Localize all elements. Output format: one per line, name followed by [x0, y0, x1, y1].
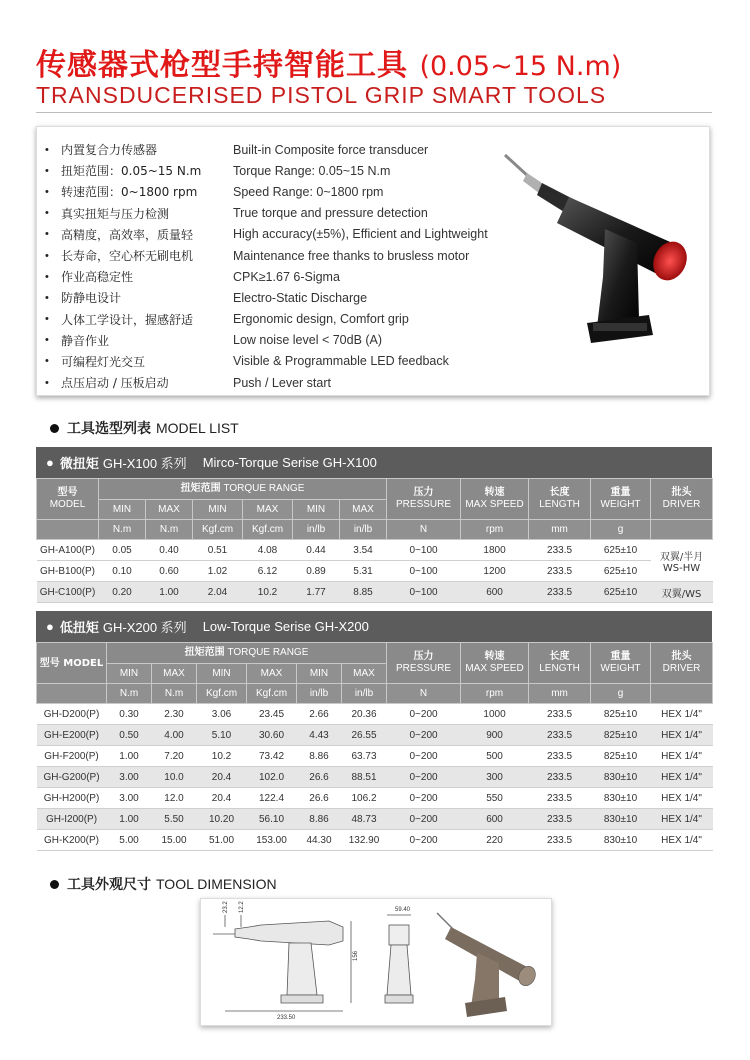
- tool-photo: [487, 137, 707, 387]
- col-weight: 重量 WEIGHT: [591, 643, 651, 684]
- model-list-heading: 工具选型列表 MODEL LIST: [50, 418, 239, 438]
- feature-item: • 点压启动 / 压板启动 Push / Lever start: [45, 375, 331, 391]
- title-range: (0.05~15 N.m): [419, 51, 622, 82]
- table-row: GH-B100(P) 0.10 0.60 1.02 6.12 0.89 5.31 0~100 1200 233.5 625±10: [37, 561, 713, 582]
- table-row: GH-I200(P) 1.00 5.50 10.20 56.10 8.86 48.73 0~200 600 233.5 830±10 HEX 1/4": [37, 809, 713, 830]
- col-driver: 批头 DRIVER: [651, 643, 713, 684]
- feature-item: • 可编程灯光交互 Visible & Programmable LED feedback: [45, 354, 449, 369]
- dim-height: 156: [353, 950, 359, 961]
- col-speed: 转速 MAX SPEED: [461, 479, 529, 520]
- driver-cell: 双翼/半月 WS-HW: [651, 540, 713, 582]
- table-row: GH-G200(P) 3.00 10.0 20.4 102.0 26.6 88.51 0~200 300 233.5 830±10 HEX 1/4": [37, 767, 713, 788]
- front-view-drawing: [385, 915, 413, 1003]
- feature-item: • 真实扭矩与压力检测 True torque and pressure detection: [45, 206, 428, 221]
- feature-item: • 长寿命，空心杯无刷电机 Maintenance free thanks to brusless motor: [45, 248, 470, 264]
- dim-left2: 12.2: [239, 901, 245, 913]
- col-model: 型号 MODEL: [37, 643, 107, 684]
- col-model: 型号 MODEL: [37, 479, 99, 520]
- col-torque: 扭矩范围 TORQUE RANGE: [107, 643, 387, 664]
- x100-table: 型号 MODEL 扭矩范围 TORQUE RANGE 压力 PRESSURE 转速 MAX SPEED 长度 LENGTH 重量 WEIGHT 批头 DRIVER MIN MAX MIN MAX MIN MAX N.m N.m Kgf.cm Kgf.cm in/lb in/lb N rpm mm g GH-A100(P) 0.05 0.40 0.51 4.08 0.44 3.54 0~100 1800 233.5 625±10 双翼/半月 WS-HW GH-B100(P) 0.10 0.60 1.02 6.12 0.89 5.31 0~100 1200 233.5 625±10 GH-C100(P) 0.20 1.00 2.04 10.2 1.77 8.85 0~100 600 233.5 625±10 双翼/WS: [36, 478, 713, 603]
- page-title: [36, 40, 621, 84]
- dimension-drawing: [201, 899, 553, 1027]
- title-divider: [36, 112, 712, 113]
- title-cn-text: 传感器式枪型手持智能工具: [36, 48, 408, 83]
- table-row: GH-K200(P) 5.00 15.00 51.00 153.00 44.30 132.90 0~200 220 233.5 830±10 HEX 1/4": [37, 830, 713, 851]
- col-speed: 转速 MAX SPEED: [461, 643, 529, 684]
- col-weight: 重量 WEIGHT: [591, 479, 651, 520]
- feature-item: • 人体工学设计，握感舒适 Ergonomic design, Comfort grip: [45, 312, 409, 327]
- page-subtitle: TRANSDUCERISED PISTOL GRIP SMART TOOLS: [36, 82, 607, 108]
- x200-series-bar: ● 低扭矩 GH-X200 系列 Low-Torque Serise GH-X200: [36, 611, 712, 642]
- table-row: GH-H200(P) 3.00 12.0 20.4 122.4 26.6 106.2 0~200 550 233.5 830±10 HEX 1/4": [37, 788, 713, 809]
- table-row: GH-F200(P) 1.00 7.20 10.2 73.42 8.86 63.73 0~200 500 233.5 825±10 HEX 1/4": [37, 746, 713, 767]
- dimension-heading: 工具外观尺寸 TOOL DIMENSION: [50, 874, 277, 894]
- col-torque: 扭矩范围 TORQUE RANGE: [99, 479, 387, 500]
- x200-table: 型号 MODEL 扭矩范围 TORQUE RANGE 压力 PRESSURE 转速 MAX SPEED 长度 LENGTH 重量 WEIGHT 批头 DRIVER MIN MAX MIN MAX MIN MAX N.m N.m Kgf.cm Kgf.cm in/lb in/lb N rpm mm g GH-D200(P) 0.30 2.30 3.06 23.45 2.66 20.36 0~200 1000 233.5 825±10 HEX 1/4" GH-E200(P) 0.50 4.00 5.10 30.60 4.43 26.55 0~200 900 233.5 825±10 HEX 1/4" GH-F200(P) 1.00 7.20 10.2 73.42 8.86 63.73 0~200 500 233.5 825±10 HEX 1/4" GH-G200(P) 3.00 10.0 20.4 102.0 26.6 88.51 0~200 300 233.5 830±10 HEX 1/4" GH-H200(P) 3.00 12.0 20.4 122.4 26.6 106.2 0~200 550 233.5 830±10 HEX 1/4" GH-I200(P) 1.00 5.50 10.20 56.10 8.86 48.73 0~200 600 233.5 830±10 HEX 1/4" GH-K200(P) 5.00 15.00 51.00 153.00 44.30 132.90 0~200 220 233.5 830±10 HEX 1/4": [36, 642, 713, 851]
- col-length: 长度 LENGTH: [529, 479, 591, 520]
- table-row: GH-E200(P) 0.50 4.00 5.10 30.60 4.43 26.55 0~200 900 233.5 825±10 HEX 1/4": [37, 725, 713, 746]
- table-row: GH-C100(P) 0.20 1.00 2.04 10.2 1.77 8.85 0~100 600 233.5 625±10 双翼/WS: [37, 582, 713, 603]
- feature-item: • 静音作业 Low noise level < 70dB (A): [45, 333, 383, 348]
- table-row: GH-D200(P) 0.30 2.30 3.06 23.45 2.66 20.36 0~200 1000 233.5 825±10 HEX 1/4": [37, 704, 713, 725]
- col-pressure: 压力 PRESSURE: [387, 479, 461, 520]
- dim-left1: 23.2: [223, 901, 229, 913]
- dimension-drawing-card: [200, 898, 552, 1026]
- feature-item: • 扭矩范围：0.05~15 N.m Torque Range: 0.05~15 N.m: [45, 163, 391, 179]
- tool-render: [437, 913, 538, 1017]
- col-pressure: 压力 PRESSURE: [387, 643, 461, 684]
- feature-item: • 作业高稳定性 CPK≥1.67 6-Sigma: [45, 269, 340, 285]
- feature-list: [45, 139, 515, 393]
- col-driver: 批头 DRIVER: [651, 479, 713, 520]
- feature-item: • 转速范围：0~1800 rpm Speed Range: 0~1800 rpm: [45, 184, 384, 200]
- x100-series-bar: ● 微扭矩 GH-X100 系列 Mirco-Torque Serise GH-X100: [36, 447, 712, 478]
- bullet-icon: [50, 424, 59, 433]
- dim-top: 59.40: [395, 907, 411, 913]
- col-length: 长度 LENGTH: [529, 643, 591, 684]
- side-view-drawing: [213, 915, 351, 1011]
- feature-item: • 防静电设计 Electro-Static Discharge: [45, 290, 368, 306]
- table-row: GH-A100(P) 0.05 0.40 0.51 4.08 0.44 3.54 0~100 1800 233.5 625±10 双翼/半月 WS-HW: [37, 540, 713, 561]
- bullet-icon: [50, 880, 59, 889]
- dim-length: 233.50: [277, 1015, 296, 1021]
- feature-item: • 内置复合力传感器 Built-in Composite force transducer: [45, 142, 429, 158]
- feature-item: • 高精度，高效率，质量轻 High accuracy(±5%), Efficient and Lightweight: [45, 227, 488, 242]
- feature-card: [36, 126, 710, 396]
